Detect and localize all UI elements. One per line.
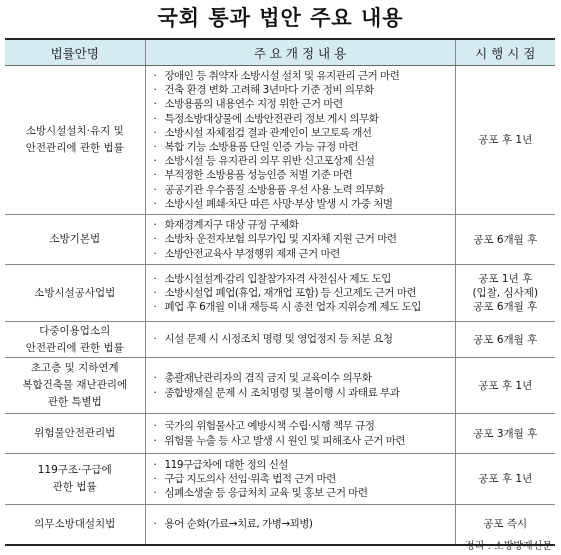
effective-date-cell	[455, 358, 555, 414]
change-item	[154, 112, 451, 126]
change-items-cell	[145, 454, 455, 505]
change-item-text: 장애인 등 취약자 소방시설 설치 및 유지관리 근거 마련	[164, 69, 400, 82]
law-name-cell	[5, 454, 145, 505]
law-name-cell	[5, 505, 145, 545]
change-item	[154, 97, 451, 111]
change-item	[154, 286, 451, 300]
effective-date-line: (입찰, 심사제)	[472, 287, 539, 299]
bullet-marker: ·	[153, 420, 157, 433]
change-item	[154, 371, 451, 385]
bullet-marker: ·	[153, 458, 157, 471]
change-item	[154, 183, 451, 197]
change-item-text: 소방시설 등 유지관리 의무 위반 신고포상제 신설	[164, 155, 375, 168]
effective-date-cell	[455, 322, 555, 358]
table-row	[5, 454, 555, 505]
change-item-text: 소방용품의 내용연수 지정 위한 근거 마련	[164, 98, 343, 111]
page-title: 국회 통과 법안 주요 내용	[157, 6, 404, 30]
bullet-marker: ·	[153, 487, 157, 500]
bullet-marker: ·	[153, 247, 157, 260]
law-name-line: 안전관리에 관한 법률	[25, 142, 124, 154]
change-item-text: 소방시설업 폐업(휴업, 재개업 포함) 등 신고제도 근거 마련	[164, 286, 417, 299]
change-items-cell	[145, 66, 455, 215]
change-item-text: 소방안전교육사 부정행위 제재 근거 마련	[164, 247, 340, 260]
law-name-cell	[5, 322, 145, 358]
change-item-text: 소방시설설계·감리 입찰참가자격 사전심사 제도 도입	[164, 272, 391, 285]
change-item	[154, 140, 451, 154]
bullet-marker: ·	[153, 155, 157, 168]
change-item-text: 화재경계지구 대상 규정 구체화	[164, 219, 299, 232]
change-items-cell	[145, 414, 455, 454]
effective-date-line: 공포 6개월 후	[473, 333, 538, 346]
law-name-line: 위험물안전관리법	[34, 427, 116, 439]
change-item-text: 용어 순화(가료→치료, 가병→꾀병)	[164, 518, 313, 531]
table-row	[5, 414, 555, 454]
table-header-row	[5, 39, 555, 66]
table-row	[5, 66, 555, 215]
change-item	[154, 168, 451, 182]
bullet-marker: ·	[153, 141, 157, 153]
table-row	[5, 215, 555, 265]
change-item	[154, 332, 451, 346]
bullet-marker: ·	[153, 434, 157, 447]
change-item-text: 공공기관 우수품질 소방용품 우선 사용 노력 의무화	[164, 183, 385, 196]
law-name-line: 소방시설공사업법	[34, 286, 116, 299]
bullet-marker: ·	[153, 472, 157, 485]
law-name-cell	[5, 265, 145, 322]
change-item-text: 소방시설 자체점검 결과 관계인이 보고토록 개선	[164, 126, 372, 139]
change-item	[154, 472, 451, 486]
law-name-line: 119구조·구급에	[37, 464, 112, 476]
change-items-cell	[145, 505, 455, 545]
change-item-text: 119구급차에 대한 정의 신설	[164, 458, 288, 471]
change-item-text: 복합 기능 소방용품 단일 인증 가능 규정 마련	[164, 141, 358, 153]
law-name-line: 안전관리에 관한 법률	[25, 341, 124, 354]
bullet-marker: ·	[153, 112, 157, 125]
bullet-marker: ·	[153, 69, 157, 82]
change-item-text: 특정소방대상물에 소방안전관리 정보 게시 의무화	[164, 112, 379, 125]
change-item-text: 총괄재난관리자의 겸직 금지 및 교육이수 의무화	[164, 372, 372, 385]
bullet-marker: ·	[153, 233, 157, 246]
source-credit: 정리 : 소방방재신문	[464, 541, 552, 552]
change-items-cell	[145, 215, 455, 265]
bullet-marker: ·	[153, 98, 157, 111]
bullet-marker: ·	[153, 301, 157, 314]
change-item	[154, 517, 451, 531]
change-item	[154, 247, 451, 261]
bullet-marker: ·	[153, 286, 157, 299]
change-item-text: 부적정한 소방용품 성능인증 처벌 기준 마련	[164, 169, 353, 182]
header-main-changes: 주 요 개 정 내 용	[145, 39, 455, 66]
change-item-text: 폐업 후 6개월 이내 재등록 시 종전 업자 지위승계 제도 도입	[164, 301, 421, 314]
bullet-marker: ·	[153, 169, 157, 182]
change-item-text: 건축 환경 변화 고려해 3년마다 기준 정비 의무화	[164, 84, 374, 97]
change-item-text: 국가의 위험물사고 예방시책 수립·시행 책무 규정	[164, 420, 375, 433]
effective-date-cell	[455, 454, 555, 505]
change-item	[154, 218, 451, 232]
law-name-line: 의무소방대설치법	[34, 517, 116, 530]
table-row	[5, 358, 555, 414]
change-item-text: 종합방재실 문제 시 조치명령 및 불이행 시 과태료 부과	[164, 386, 400, 399]
change-item	[154, 434, 451, 448]
bullet-marker: ·	[153, 333, 157, 346]
change-item	[154, 232, 451, 246]
bullet-marker: ·	[153, 518, 157, 531]
law-name-line: 소방시설설치·유지 및	[25, 125, 124, 137]
law-name-line: 복합건축물 재난관리에	[22, 379, 128, 391]
bullet-marker: ·	[153, 126, 157, 139]
law-name-cell	[5, 358, 145, 414]
change-item	[154, 386, 451, 400]
change-item	[154, 272, 451, 286]
bullet-marker: ·	[153, 183, 157, 196]
effective-date-line: 공포 6개월 후	[473, 301, 538, 313]
change-item	[154, 154, 451, 168]
effective-date-line: 공포 후 1년	[478, 134, 533, 146]
change-item	[154, 486, 451, 500]
change-item-text: 구급 지도의사 선임·위촉 법적 근거 마련	[164, 472, 336, 485]
change-item	[154, 126, 451, 140]
table-row	[5, 265, 555, 322]
law-name-line: 초고층 및 지하연계	[30, 362, 119, 374]
effective-date-line: 공포 후 1년	[478, 379, 533, 392]
law-name-cell	[5, 215, 145, 265]
change-item-text: 소방차 운전자보험 의무가입 및 지자체 지원 근거 마련	[164, 233, 397, 246]
change-items-cell	[145, 358, 455, 414]
effective-date-cell	[455, 265, 555, 322]
effective-date-line: 공포 6개월 후	[473, 233, 538, 246]
effective-date-cell	[455, 215, 555, 265]
bullet-marker: ·	[153, 272, 157, 285]
bullet-marker: ·	[153, 197, 157, 210]
bullet-marker: ·	[153, 372, 157, 385]
header-effective-date: 시 행 시 점	[455, 39, 555, 66]
law-name-line: 관한 법률	[52, 481, 97, 493]
change-item	[154, 300, 451, 314]
effective-date-cell	[455, 414, 555, 454]
change-item	[154, 419, 451, 433]
bullet-marker: ·	[153, 386, 157, 399]
change-item	[154, 83, 451, 97]
change-item	[154, 458, 451, 472]
effective-date-line: 공포 즉시	[483, 518, 528, 531]
law-name-cell	[5, 414, 145, 454]
change-items-cell	[145, 322, 455, 358]
law-table	[5, 38, 555, 546]
law-name-cell	[5, 66, 145, 215]
effective-date-cell	[455, 66, 555, 215]
change-item	[154, 197, 451, 211]
effective-date-line: 공포 3개월 후	[473, 427, 538, 440]
header-law-name: 법률안명	[5, 39, 145, 66]
change-item-text: 위험물 누출 등 사고 발생 시 원인 및 피해조사 근거 마련	[164, 434, 406, 447]
change-item-text: 시설 문제 시 시정조치 명령 및 영업정지 등 처분 요청	[164, 333, 393, 346]
effective-date-line: 공포 1년 후	[478, 273, 533, 285]
change-item	[154, 69, 451, 83]
law-name-line: 소방기본법	[49, 233, 101, 245]
change-item-text: 심폐소생술 등 응급처치 교육 및 홍보 근거 마련	[164, 487, 368, 500]
bullet-marker: ·	[153, 219, 157, 232]
table-row	[5, 322, 555, 358]
law-name-line: 다중이용업소의	[39, 324, 111, 337]
law-name-line: 관한 특별법	[47, 396, 102, 408]
change-item-text: 소방시설 폐쇄·차단 따른 사망·부상 발생 시 가중 처벌	[164, 197, 393, 210]
effective-date-line: 공포 후 1년	[478, 473, 533, 485]
bullet-marker: ·	[153, 84, 157, 97]
change-items-cell	[145, 265, 455, 322]
